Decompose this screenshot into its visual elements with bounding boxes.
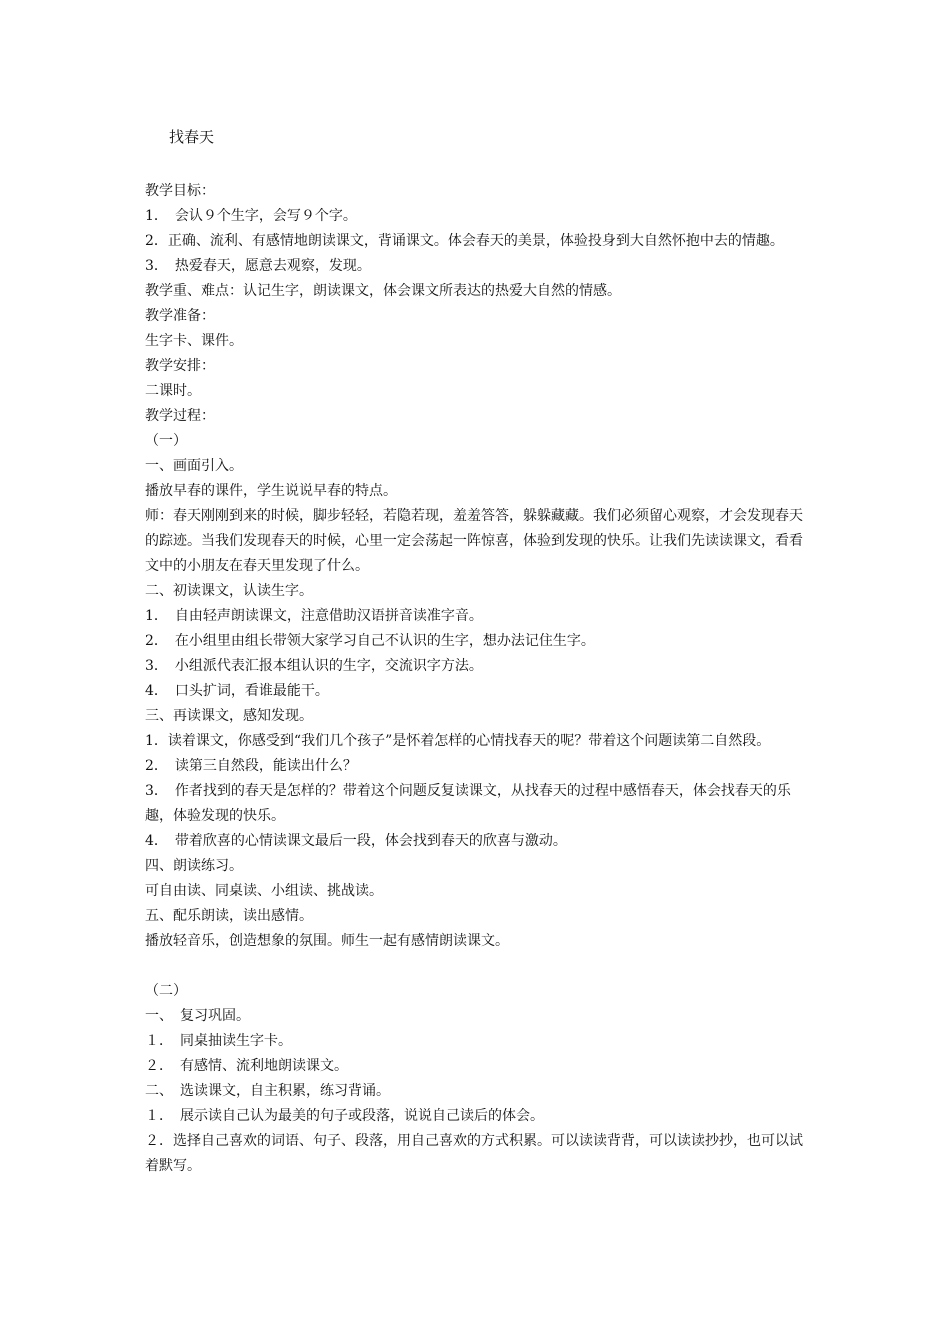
text-line: （二） [145, 983, 187, 999]
text-line: 师：春天刚刚到来的时候，脚步轻轻，若隐若现，羞羞答答，躲躲藏藏。我们必须留心观察，才会发现春天的踪迹。当我们发现春天的时候，心里一定会荡起一阵惊喜，体验到发现的快乐。让我们先读读课文，看看文中的小朋友在春天里发现了什么。 [145, 508, 803, 574]
text-line: 1．读着课文，你感受到“我们几个孩子”是怀着怎样的心情找春天的呢？带着这个问题读第二自然段。 [145, 733, 771, 749]
text-line: 3． 热爱春天，愿意去观察，发现。 [145, 258, 371, 274]
text-line: 2． 读第三自然段，能读出什么？ [145, 758, 357, 774]
text-line: 五、配乐朗读，读出感情。 [145, 908, 313, 924]
text-line: 4． 带着欣喜的心情读课文最后一段，体会找到春天的欣喜与激动。 [145, 833, 567, 849]
text-line: 二、 选读课文，自主积累，练习背诵。 [145, 1083, 390, 1099]
document-page [145, 122, 810, 1179]
text-line: 教学目标： [145, 183, 215, 199]
text-line: 教学重、难点：认记生字，朗读课文，体会课文所表达的热爱大自然的情感。 [145, 283, 621, 299]
text-line: ２． 有感情、流利地朗读课文。 [145, 1058, 348, 1074]
text-line: 1． 自由轻声朗读课文，注意借助汉语拼音读准字音。 [145, 608, 483, 624]
section-spacer [145, 954, 810, 979]
text-line: 一、画面引入。 [145, 458, 243, 474]
text-line: 2． 在小组里由组长带领大家学习自己不认识的生字，想办法记住生字。 [145, 633, 595, 649]
text-line: 一、 复习巩固。 [145, 1008, 250, 1024]
text-line: 3． 作者找到的春天是怎样的？带着这个问题反复读课文，从找春天的过程中感悟春天，体会找春天的乐趣，体验发现的快乐。 [145, 783, 791, 824]
text-line: 3． 小组派代表汇报本组认识的生字，交流识字方法。 [145, 658, 483, 674]
text-line: ２．选择自己喜欢的词语、句子、段落，用自己喜欢的方式积累。可以读读背背，可以读读抄抄，也可以试着默写。 [145, 1133, 803, 1174]
document-title: 找春天 [169, 128, 215, 146]
lesson-part-two [145, 979, 810, 1179]
text-line: １． 展示读自己认为最美的句子或段落，说说自己读后的体会。 [145, 1108, 544, 1124]
text-line: 教学准备： [145, 308, 215, 324]
text-line: 教学过程： [145, 408, 215, 424]
text-line: 二、初读课文，认读生字。 [145, 583, 313, 599]
text-line: 教学安排： [145, 358, 215, 374]
text-line: 1． 会认９个生字，会写９个字。 [145, 208, 357, 224]
text-line: （一） [145, 433, 187, 449]
lesson-part-one [145, 179, 810, 954]
text-line: 播放早春的课件，学生说说早春的特点。 [145, 483, 397, 499]
text-line: １． 同桌抽读生字卡。 [145, 1033, 292, 1049]
text-line: 4． 口头扩词，看谁最能干。 [145, 683, 329, 699]
text-line: 播放轻音乐，创造想象的氛围。师生一起有感情朗读课文。 [145, 933, 509, 949]
text-line: 生字卡、课件。 [145, 333, 243, 349]
text-line: 三、再读课文，感知发现。 [145, 708, 313, 724]
text-line: 二课时。 [145, 383, 201, 399]
text-line: 可自由读、同桌读、小组读、挑战读。 [145, 883, 383, 899]
text-line: 2．正确、流利、有感情地朗读课文，背诵课文。体会春天的美景，体验投身到大自然怀抱中去的情趣。 [145, 233, 784, 249]
text-line: 四、朗读练习。 [145, 858, 243, 874]
